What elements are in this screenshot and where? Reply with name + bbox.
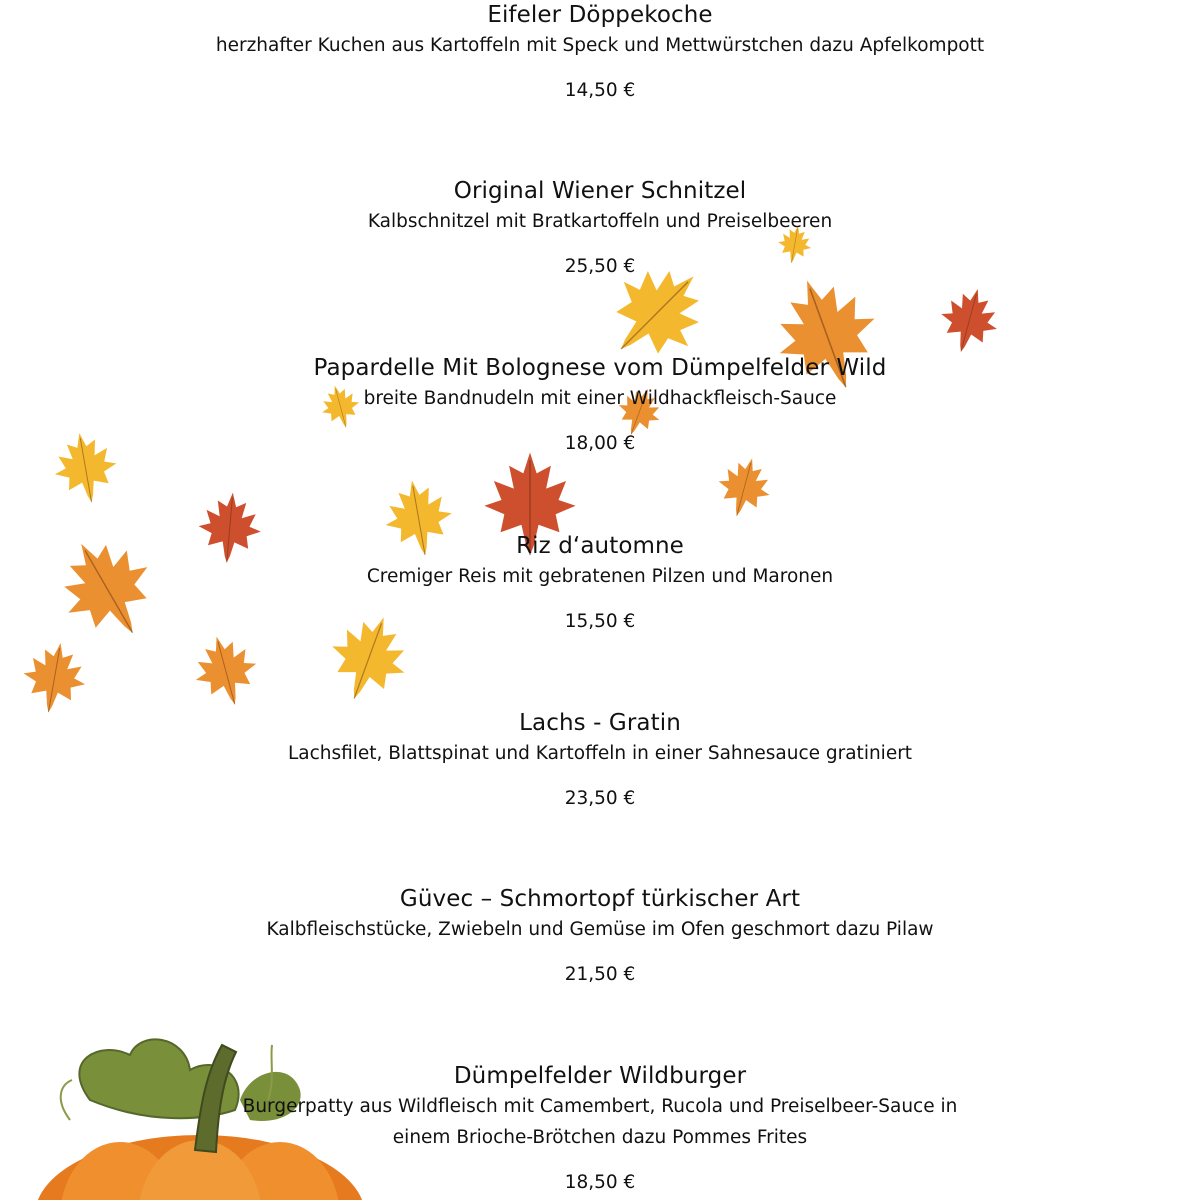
dish-name: Riz d‘automne	[516, 533, 684, 559]
menu-item	[0, 353, 1200, 457]
dish-price: 23,50 €	[564, 788, 636, 809]
dish-name: Original Wiener Schnitzel	[453, 178, 747, 204]
dish-price: 25,50 €	[564, 256, 636, 277]
dish-description: Kalbfleischstücke, Zwiebeln und Gemüse im Ofen geschmort dazu Pilaw	[266, 919, 934, 940]
dish-name: Güvec – Schmortopf türkischer Art	[399, 886, 801, 912]
menu-item	[0, 884, 1200, 988]
dish-price: 21,50 €	[564, 964, 636, 985]
dish-description: breite Bandnudeln mit einer Wildhackfleisch-Sauce	[363, 388, 837, 409]
dish-description: Kalbschnitzel mit Bratkartoffeln und Preiselbeeren	[367, 211, 833, 232]
dish-name: Eifeler Döppekoche	[487, 2, 713, 28]
dish-price: 15,50 €	[564, 611, 636, 632]
dish-description: einem Brioche-Brötchen dazu Pommes Frites	[392, 1127, 808, 1148]
menu-item	[0, 0, 1200, 104]
menu-item	[0, 531, 1200, 635]
dish-description: Lachsfilet, Blattspinat und Kartoffeln in einer Sahnesauce gratiniert	[287, 743, 913, 764]
menu-item	[0, 708, 1200, 812]
dish-name: Papardelle Mit Bolognese vom Dümpelfelder Wild	[313, 355, 887, 381]
dish-description: Burgerpatty aus Wildfleisch mit Camembert, Rucola und Preiselbeer-Sauce in	[242, 1096, 958, 1117]
dish-name: Dümpelfelder Wildburger	[453, 1063, 747, 1089]
dish-description: Cremiger Reis mit gebratenen Pilzen und Maronen	[366, 566, 834, 587]
dish-price: 18,50 €	[564, 1172, 636, 1193]
dish-price: 14,50 €	[564, 80, 636, 101]
dish-price: 18,00 €	[564, 433, 636, 454]
dish-name: Lachs - Gratin	[519, 710, 681, 736]
dish-description: herzhafter Kuchen aus Kartoffeln mit Speck und Mettwürstchen dazu Apfelkompott	[215, 35, 985, 56]
menu-item	[0, 176, 1200, 280]
menu-item	[0, 1061, 1200, 1196]
